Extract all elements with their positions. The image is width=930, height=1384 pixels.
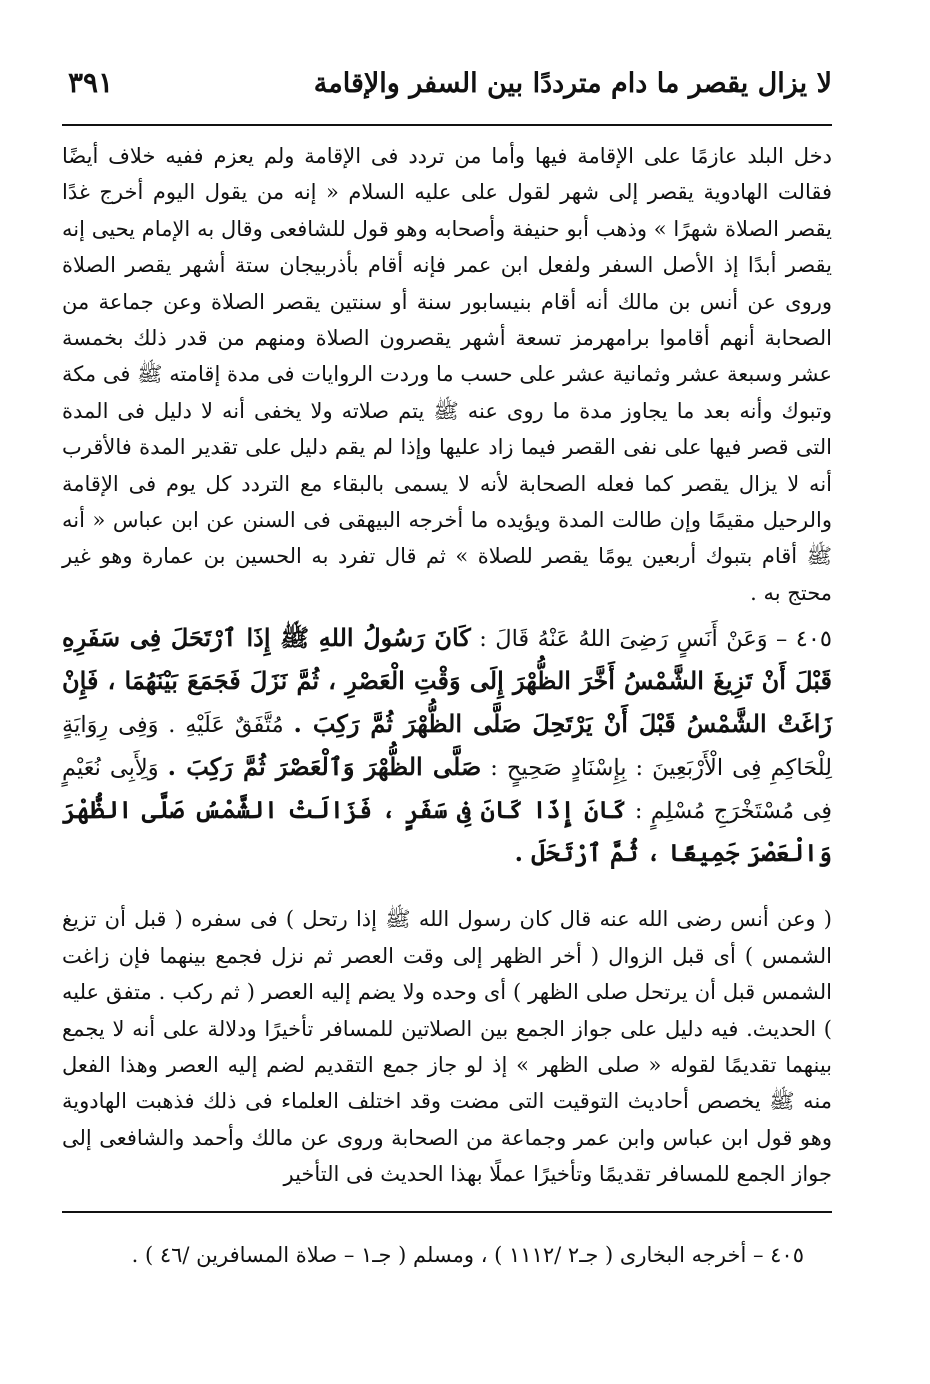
book-page (62, 66, 832, 1273)
hadith-number: ٤٠٥ (795, 626, 833, 653)
commentary-paragraph-2: ( وعن أنس رضى الله عنه قال كان رسول الله ﷺ إذا رتحل ) فى سفره ( قبل أن تزيغ الشمس ) أى قبل الزوال ( أخر الظهر إلى وقت العصر ثم نزل فجمع بينهما فإن زاغت الشمس قبل أن يرتحل صلى الظهر ) أى وحده ولا يضم إليه العصر ( ثم ركب . متفق عليه ) الحديث. فيه دليل على جواز الجمع بين الصلاتين للمسافر تأخيرًا ودلالة على أنه لا يجمع بينهما تقديمًا لقوله « صلى الظهر » إذ لو جاز جمع التقديم لضم إليه العصر وهذا الفعل منه ﷺ يخصص أحاديث التوقيت التى مضت وقد اختلف العلماء فى ذلك فذهبت الهادوية وهو قول ابن عباس وابن عمر وجماعة من الصحابة وروى عن مالك وأحمد والشافعى إلى جواز الجمع للمسافر تقديمًا وتأخيرًا عملًا بهذا الحديث فى التأخير (62, 907, 832, 1187)
footnote: ٤٠٥ – أخرجه البخارى ( جـ٢ /١١١٢ ) ، ومسلم ( جـ١ – صلاة المسافرين /٤٦ ) . (131, 1242, 804, 1267)
page-header (62, 66, 832, 110)
hadith-405 (62, 617, 832, 875)
page-number: ٣٩١ (68, 66, 114, 99)
footnote-rule (62, 1211, 832, 1213)
hadith-source-2: وَلِأَبِى نُعَيْمٍ فِى مُسْتَخْرَجِ مُسْلِمٍ : (62, 755, 832, 825)
running-title: لا يزال يقصر ما دام مترددًا بين السفر والإقامة (313, 68, 832, 99)
hadith-variant-text: صَلَّى الظُّهْرَ وَٱلْعَصْرَ ثُمَّ رَكِبَ . (167, 752, 482, 782)
hadith-text: كَانَ رَسُولُ اللهِ ﷺ إِذَا ٱرْتَحَلَ فِى سَفَرِهِ قَبْلَ أَنْ تَزِيغَ الشَّمْسُ أَخَّرَ الظُّهْرَ إِلَى وَقْتِ الْعَصْرِ ، ثُمَّ نَزَلَ فَجَمَعَ بَيْنَهُمَا ، فَإِنْ زَاغَتْ الشَّمْسُ قَبْلَ أَنْ يَرْتَحِلَ صَلَّى الظُّهْرَ ثُمَّ رَكِبَ . (62, 623, 833, 739)
hadith-narrator: – وَعَنْ أَنَسٍ رَضِىَ اللهُ عَنْهُ قَالَ : (479, 626, 788, 653)
commentary-paragraph-1: دخل البلد عازمًا على الإقامة فيها وأما من تردد فى الإقامة ولم يعزم ففيه خلاف أيضًا فقالت الهادوية يقصر إلى شهر لقول على عليه السلام « إنه من يقول اليوم أخرج غدًا يقصر الصلاة شهرًا » وذهب أبو حنيفة وأصحابه وهو قول للشافعى وقال به الإمام يحيى إنه يقصر أبدًا إذ الأصل السفر ولفعل ابن عمر فإنه أقام بأذربيجان ستة أشهر يقصر الصلاة وروى عن أنس بن مالك أنه أقام بنيسابور سنة أو سنتين يقصر الصلاة وعن جماعة من الصحابة أنهم أقاموا برامهرمز تسعة أشهر يقصرون الصلاة ومنهم من قدر ذلك بخمسة عشر وسبعة عشر وثمانية عشر على حسب ما وردت الروايات فى مدة إقامته ﷺ فى مكة وتبوك وأنه بعد ما يجاوز مدة ما روى عنه ﷺ يتم صلاته ولا يخفى أنه لا دليل فى المدة التى قصر فيها على نفى القصر فيما زاد عليها وإذا لم يقم دليل على تقدير المدة فالأقرب أنه لا يزال يقصر كما فعله الصحابة لأنه لا يسمى بالبقاء مع التردد كل يوم فى الإقامة والرحيل مقيمًا وإن طالت المدة ويؤيده ما أخرجه البيهقى فى السنن عن ابن عباس « أنه ﷺ أقام بتبوك أربعين يومًا يقصر للصلاة » ثم قال تفرد به الحسين بن عمارة وهو غير محتج به . (62, 144, 832, 605)
header-rule (62, 124, 832, 126)
hadith-variant-text-2: كَانَ إِذَا كَانَ فِى سَفَرٍ ، فَزَالَتْ الشَّمْسُ صَلَّى الظُّهْرَ وَالْعَصْرَ جَمِيعًا ، ثُمَّ ٱرْتَحَلَ . (62, 795, 832, 868)
hadith-source: مُتَّفَقٌ عَلَيْهِ . وَفِى رِوَايَةٍ لِلْحَاكِمِ فِى الْأَرْبَعِينَ : بِإِسْنَادٍ صَحِيحٍ : (62, 712, 833, 782)
